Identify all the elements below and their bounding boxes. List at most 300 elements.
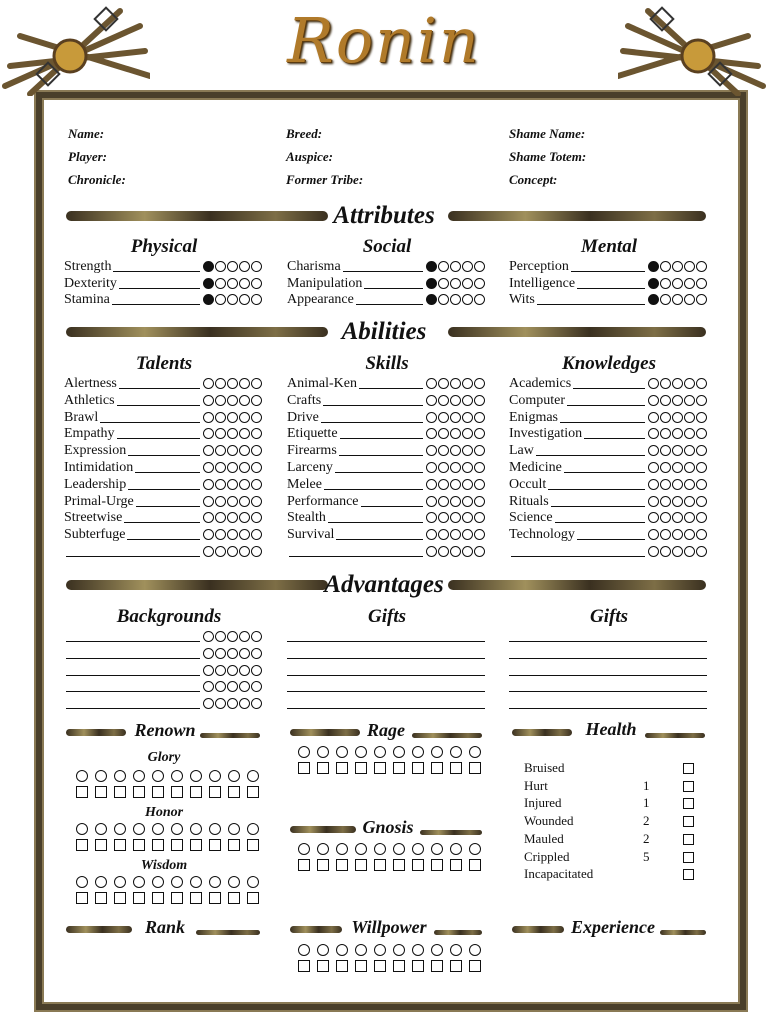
dot-icon[interactable] [203,412,214,423]
dot-icon[interactable] [227,496,238,507]
dot-icon[interactable] [203,479,214,490]
rage-temporary[interactable] [298,762,488,774]
checkbox-icon[interactable] [152,892,164,904]
circle-icon[interactable] [114,876,126,888]
circle-icon[interactable] [190,770,202,782]
circle-icon[interactable] [393,746,405,758]
checkbox-icon[interactable] [190,839,202,851]
circle-icon[interactable] [393,843,405,855]
dot-icon[interactable] [438,378,449,389]
ability-row-intimidation[interactable] [64,459,262,476]
dot-icon[interactable] [239,529,250,540]
dot-icon[interactable] [474,261,485,272]
gift-line[interactable] [287,690,485,692]
dot-icon[interactable] [203,294,214,305]
ability-row-blank[interactable] [287,543,485,560]
circle-icon[interactable] [171,770,183,782]
circle-icon[interactable] [152,823,164,835]
dot-icon[interactable] [239,428,250,439]
dot-icon[interactable] [239,496,250,507]
dot-icon[interactable] [239,546,250,557]
dot-track[interactable] [202,510,262,526]
checkbox-icon[interactable] [228,839,240,851]
checkbox-icon[interactable] [171,892,183,904]
circle-icon[interactable] [374,746,386,758]
circle-icon[interactable] [152,770,164,782]
circle-icon[interactable] [247,876,259,888]
dot-icon[interactable] [684,378,695,389]
dot-icon[interactable] [474,445,485,456]
ability-row-drive[interactable] [287,409,485,426]
ability-row-leadership[interactable] [64,476,262,493]
auspice-label[interactable]: Auspice: [286,149,333,164]
checkbox-icon[interactable] [412,960,424,972]
dot-icon[interactable] [239,512,250,523]
circle-icon[interactable] [298,843,310,855]
circle-icon[interactable] [190,823,202,835]
dot-icon[interactable] [696,462,707,473]
dot-icon[interactable] [203,261,214,272]
circle-icon[interactable] [76,770,88,782]
dot-icon[interactable] [227,546,238,557]
dot-icon[interactable] [660,462,671,473]
checkbox-icon[interactable] [228,786,240,798]
circle-icon[interactable] [317,944,329,956]
ability-row-animal-ken[interactable] [287,375,485,392]
dot-icon[interactable] [450,496,461,507]
attribute-row-manipulation[interactable] [287,275,485,292]
dot-icon[interactable] [450,395,461,406]
circle-icon[interactable] [450,746,462,758]
dot-icon[interactable] [239,681,250,692]
dot-track[interactable] [425,393,485,409]
checkbox-icon[interactable] [209,786,221,798]
ability-row-computer[interactable] [509,392,707,409]
dot-icon[interactable] [438,395,449,406]
dot-icon[interactable] [648,294,659,305]
dot-track[interactable] [425,410,485,426]
dot-track[interactable] [647,393,707,409]
dot-icon[interactable] [438,261,449,272]
dot-icon[interactable] [462,512,473,523]
dot-icon[interactable] [462,294,473,305]
gift-line[interactable] [509,640,707,642]
checkbox-icon[interactable] [190,892,202,904]
checkbox-icon[interactable] [298,859,310,871]
dot-icon[interactable] [227,278,238,289]
dot-icon[interactable] [215,698,226,709]
dot-icon[interactable] [462,428,473,439]
attribute-row-charisma[interactable] [287,258,485,275]
dot-icon[interactable] [474,479,485,490]
ability-row-primal-urge[interactable] [64,493,262,510]
dot-track[interactable] [202,544,262,560]
dot-track[interactable] [425,443,485,459]
checkbox-icon[interactable] [374,859,386,871]
checkbox-icon[interactable] [336,960,348,972]
dot-icon[interactable] [239,479,250,490]
checkbox-icon[interactable] [336,762,348,774]
dot-icon[interactable] [672,529,683,540]
checkbox-icon[interactable] [374,960,386,972]
dot-icon[interactable] [696,278,707,289]
dot-icon[interactable] [215,512,226,523]
dot-icon[interactable] [660,546,671,557]
circle-icon[interactable] [114,823,126,835]
gift-line[interactable] [287,707,485,709]
checkbox-icon[interactable] [190,786,202,798]
checkbox-icon[interactable] [431,762,443,774]
dot-icon[interactable] [215,378,226,389]
dot-icon[interactable] [672,261,683,272]
dot-icon[interactable] [438,512,449,523]
checkbox-icon[interactable] [469,762,481,774]
circle-icon[interactable] [412,843,424,855]
dot-icon[interactable] [426,278,437,289]
dot-icon[interactable] [648,462,659,473]
circle-icon[interactable] [336,843,348,855]
dot-icon[interactable] [648,546,659,557]
dot-icon[interactable] [660,395,671,406]
dot-icon[interactable] [203,512,214,523]
circle-icon[interactable] [431,843,443,855]
dot-icon[interactable] [462,529,473,540]
dot-icon[interactable] [684,546,695,557]
circle-icon[interactable] [133,823,145,835]
dot-icon[interactable] [672,378,683,389]
checkbox-icon[interactable] [247,892,259,904]
dot-icon[interactable] [474,294,485,305]
dot-icon[interactable] [660,378,671,389]
dot-icon[interactable] [462,395,473,406]
dot-icon[interactable] [215,681,226,692]
glory-permanent[interactable] [76,770,266,782]
dot-icon[interactable] [684,278,695,289]
dot-icon[interactable] [203,698,214,709]
circle-icon[interactable] [469,944,481,956]
dot-icon[interactable] [251,546,262,557]
dot-icon[interactable] [215,261,226,272]
dot-icon[interactable] [474,378,485,389]
circle-icon[interactable] [95,876,107,888]
background-row[interactable] [64,695,262,712]
dot-icon[interactable] [438,529,449,540]
willpower-permanent[interactable] [298,944,488,956]
circle-icon[interactable] [412,746,424,758]
circle-icon[interactable] [374,944,386,956]
dot-track[interactable] [647,376,707,392]
dot-icon[interactable] [684,261,695,272]
gnosis-permanent[interactable] [298,843,488,855]
dot-icon[interactable] [648,378,659,389]
health-checkbox-icon[interactable] [683,781,694,792]
circle-icon[interactable] [412,944,424,956]
dot-icon[interactable] [227,261,238,272]
checkbox-icon[interactable] [393,859,405,871]
ability-row-medicine[interactable] [509,459,707,476]
dot-track[interactable] [425,276,485,292]
dot-icon[interactable] [203,395,214,406]
circle-icon[interactable] [336,944,348,956]
dot-track[interactable] [425,259,485,275]
dot-icon[interactable] [648,529,659,540]
dot-track[interactable] [425,477,485,493]
checkbox-icon[interactable] [374,762,386,774]
dot-icon[interactable] [203,529,214,540]
dot-icon[interactable] [251,261,262,272]
dot-icon[interactable] [672,445,683,456]
circle-icon[interactable] [209,770,221,782]
health-checkbox-icon[interactable] [683,816,694,827]
checkbox-icon[interactable] [450,859,462,871]
dot-track[interactable] [647,443,707,459]
ability-row-alertness[interactable] [64,375,262,392]
dot-icon[interactable] [474,412,485,423]
dot-icon[interactable] [239,462,250,473]
dot-icon[interactable] [684,412,695,423]
attribute-row-strength[interactable] [64,258,262,275]
checkbox-icon[interactable] [171,839,183,851]
dot-icon[interactable] [474,529,485,540]
dot-icon[interactable] [696,529,707,540]
gift-line[interactable] [287,640,485,642]
dot-icon[interactable] [672,278,683,289]
dot-icon[interactable] [438,479,449,490]
dot-icon[interactable] [684,529,695,540]
checkbox-icon[interactable] [133,839,145,851]
dot-icon[interactable] [251,479,262,490]
dot-icon[interactable] [227,631,238,642]
circle-icon[interactable] [431,944,443,956]
dot-track[interactable] [647,544,707,560]
dot-icon[interactable] [672,479,683,490]
dot-icon[interactable] [215,665,226,676]
circle-icon[interactable] [450,843,462,855]
dot-icon[interactable] [215,631,226,642]
dot-icon[interactable] [215,529,226,540]
ability-row-blank[interactable] [509,543,707,560]
gift-line[interactable] [509,707,707,709]
dot-icon[interactable] [684,479,695,490]
dot-track[interactable] [647,510,707,526]
health-checkbox-icon[interactable] [683,763,694,774]
circle-icon[interactable] [228,876,240,888]
checkbox-icon[interactable] [469,859,481,871]
dot-icon[interactable] [227,665,238,676]
checkbox-icon[interactable] [431,960,443,972]
dot-track[interactable] [647,426,707,442]
dot-icon[interactable] [648,479,659,490]
dot-icon[interactable] [227,428,238,439]
dot-icon[interactable] [672,512,683,523]
dot-track[interactable] [425,527,485,543]
dot-track[interactable] [202,527,262,543]
checkbox-icon[interactable] [450,960,462,972]
dot-icon[interactable] [227,479,238,490]
dot-icon[interactable] [239,294,250,305]
dot-icon[interactable] [648,412,659,423]
circle-icon[interactable] [317,746,329,758]
ability-row-rituals[interactable] [509,493,707,510]
checkbox-icon[interactable] [152,786,164,798]
checkbox-icon[interactable] [76,892,88,904]
wisdom-permanent[interactable] [76,876,266,888]
dot-icon[interactable] [660,412,671,423]
dot-track[interactable] [202,646,262,662]
checkbox-icon[interactable] [76,839,88,851]
checkbox-icon[interactable] [298,960,310,972]
dot-icon[interactable] [251,512,262,523]
circle-icon[interactable] [171,876,183,888]
dot-icon[interactable] [672,412,683,423]
checkbox-icon[interactable] [317,762,329,774]
dot-icon[interactable] [450,378,461,389]
circle-icon[interactable] [171,823,183,835]
dot-icon[interactable] [215,278,226,289]
dot-icon[interactable] [203,496,214,507]
dot-track[interactable] [202,276,262,292]
dot-track[interactable] [647,259,707,275]
dot-icon[interactable] [251,395,262,406]
dot-icon[interactable] [251,445,262,456]
dot-icon[interactable] [450,479,461,490]
gift-line[interactable] [509,690,707,692]
dot-icon[interactable] [239,378,250,389]
circle-icon[interactable] [95,823,107,835]
attribute-row-perception[interactable] [509,258,707,275]
ability-row-etiquette[interactable] [287,425,485,442]
checkbox-icon[interactable] [228,892,240,904]
dot-icon[interactable] [251,412,262,423]
dot-icon[interactable] [438,294,449,305]
dot-icon[interactable] [203,428,214,439]
dot-icon[interactable] [684,428,695,439]
dot-icon[interactable] [474,546,485,557]
dot-icon[interactable] [426,395,437,406]
checkbox-icon[interactable] [209,892,221,904]
dot-icon[interactable] [426,462,437,473]
health-checkbox-icon[interactable] [683,798,694,809]
dot-icon[interactable] [251,681,262,692]
checkbox-icon[interactable] [469,960,481,972]
dot-icon[interactable] [684,294,695,305]
ability-row-academics[interactable] [509,375,707,392]
dot-track[interactable] [202,663,262,679]
checkbox-icon[interactable] [412,859,424,871]
dot-icon[interactable] [251,294,262,305]
chronicle-label[interactable]: Chronicle: [68,172,126,187]
dot-icon[interactable] [462,496,473,507]
dot-icon[interactable] [215,462,226,473]
ability-row-larceny[interactable] [287,459,485,476]
dot-icon[interactable] [203,445,214,456]
circle-icon[interactable] [469,843,481,855]
dot-track[interactable] [647,292,707,308]
dot-icon[interactable] [239,412,250,423]
dot-icon[interactable] [227,698,238,709]
dot-track[interactable] [202,410,262,426]
dot-icon[interactable] [450,412,461,423]
dot-icon[interactable] [684,512,695,523]
ability-row-occult[interactable] [509,476,707,493]
dot-icon[interactable] [648,445,659,456]
circle-icon[interactable] [247,770,259,782]
dot-icon[interactable] [660,428,671,439]
dot-icon[interactable] [426,378,437,389]
wisdom-temporary[interactable] [76,892,266,904]
dot-track[interactable] [647,527,707,543]
dot-icon[interactable] [215,445,226,456]
dot-icon[interactable] [648,261,659,272]
dot-icon[interactable] [684,496,695,507]
circle-icon[interactable] [133,770,145,782]
gnosis-temporary[interactable] [298,859,488,871]
checkbox-icon[interactable] [133,892,145,904]
dot-icon[interactable] [474,512,485,523]
checkbox-icon[interactable] [95,839,107,851]
dot-icon[interactable] [438,412,449,423]
dot-track[interactable] [647,276,707,292]
dot-icon[interactable] [660,529,671,540]
dot-track[interactable] [202,494,262,510]
circle-icon[interactable] [114,770,126,782]
dot-icon[interactable] [450,261,461,272]
dot-icon[interactable] [227,462,238,473]
dot-icon[interactable] [696,496,707,507]
ability-row-melee[interactable] [287,476,485,493]
dot-icon[interactable] [251,278,262,289]
ability-row-law[interactable] [509,442,707,459]
background-row[interactable] [64,628,262,645]
circle-icon[interactable] [374,843,386,855]
dot-track[interactable] [202,696,262,712]
dot-icon[interactable] [450,512,461,523]
ability-row-subterfuge[interactable] [64,526,262,543]
ability-row-streetwise[interactable] [64,509,262,526]
circle-icon[interactable] [228,823,240,835]
dot-icon[interactable] [227,294,238,305]
ability-row-stealth[interactable] [287,509,485,526]
dot-icon[interactable] [462,546,473,557]
dot-icon[interactable] [696,294,707,305]
dot-track[interactable] [425,376,485,392]
dot-icon[interactable] [215,428,226,439]
circle-icon[interactable] [209,823,221,835]
checkbox-icon[interactable] [152,839,164,851]
dot-icon[interactable] [215,496,226,507]
dot-track[interactable] [202,393,262,409]
dot-icon[interactable] [203,665,214,676]
checkbox-icon[interactable] [431,859,443,871]
dot-icon[interactable] [438,496,449,507]
dot-icon[interactable] [696,378,707,389]
ability-row-survival[interactable] [287,526,485,543]
background-row[interactable] [64,645,262,662]
dot-icon[interactable] [672,496,683,507]
circle-icon[interactable] [76,876,88,888]
shame-name-label[interactable]: Shame Name: [509,126,586,141]
dot-track[interactable] [647,410,707,426]
dot-icon[interactable] [203,681,214,692]
dot-icon[interactable] [251,698,262,709]
dot-icon[interactable] [474,278,485,289]
dot-track[interactable] [202,376,262,392]
dot-icon[interactable] [462,261,473,272]
dot-icon[interactable] [251,378,262,389]
dot-track[interactable] [202,426,262,442]
dot-icon[interactable] [215,479,226,490]
dot-track[interactable] [425,292,485,308]
